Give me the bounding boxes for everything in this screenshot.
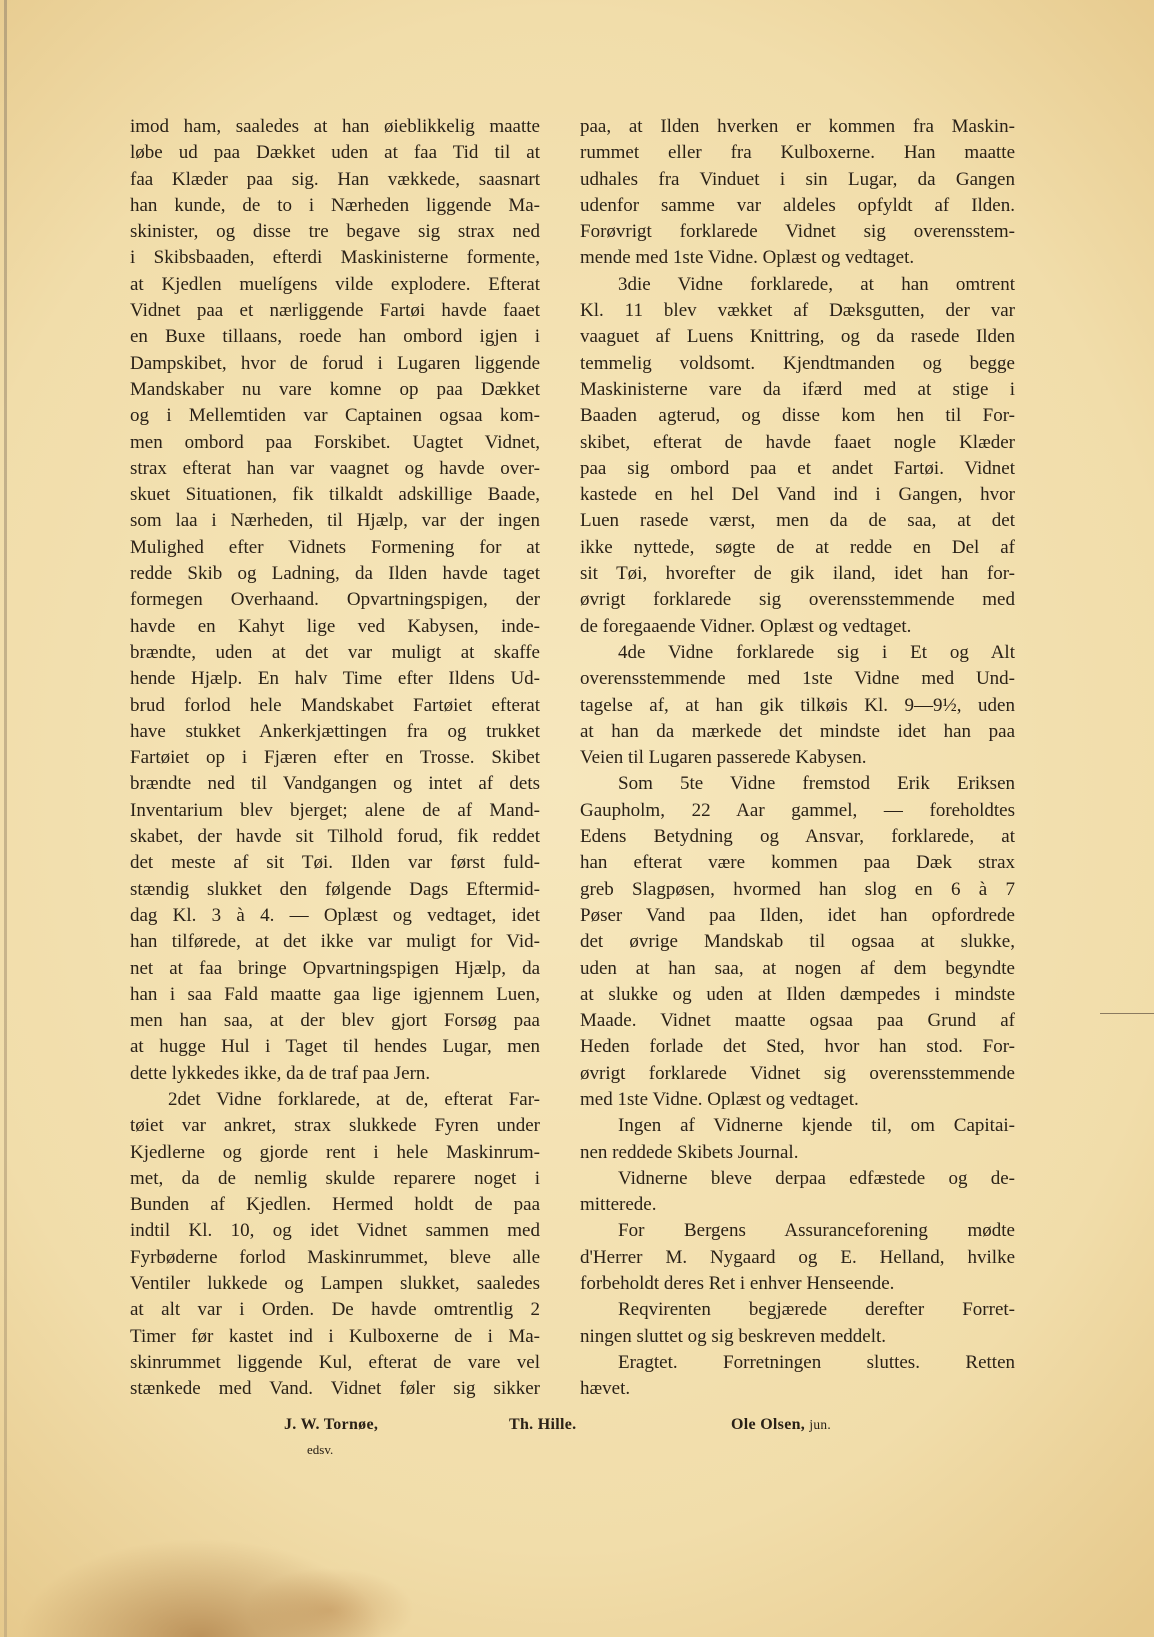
signature-hille: Th. Hille. (509, 1416, 577, 1433)
text-line: Baaden agterud, og disse kom hen til For- (580, 405, 1015, 427)
text-line: Timer før kastet ind i Kulboxerne de i Ma- (130, 1325, 540, 1347)
text-line: han efterat være kommen paa Dæk strax (580, 852, 1015, 874)
text-line: have stukket Ankerkjættingen fra og trukket (130, 720, 540, 742)
text-line: Mulighed efter Vidnets Formening for at (130, 536, 540, 558)
paragraph (580, 1218, 1015, 1297)
text-line: Reqvirenten begjærede derefter Forret- (618, 1299, 1015, 1321)
text-line: udenfor samme var aldeles opfyldt af Ilden. (580, 194, 1015, 216)
text-line: brud forlod hele Mandskabet Fartøiet efterat (130, 694, 540, 716)
paragraph (130, 1087, 540, 1403)
text-line: mitterede. (580, 1194, 657, 1216)
text-line: at Kjedlen muelígens vilde explodere. Efterat (130, 273, 540, 295)
text-line: uden at han saa, at nogen af dem begyndte (580, 957, 1015, 979)
text-line: at alt var i Orden. De havde omtrentlig 2 (130, 1299, 540, 1321)
text-line: og i Mellemtiden var Captainen ogsaa kom- (130, 405, 540, 427)
text-line: ningen sluttet og sig beskreven meddelt. (580, 1325, 887, 1347)
text-line: skabet, der havde sit Tilhold forud, fik reddet (130, 826, 540, 848)
text-line: sit Tøi, hvorefter de gik iland, idet han for- (580, 563, 1015, 585)
text-line: dette lykkedes ikke, da de traf paa Jern. (130, 1062, 431, 1084)
signature-olsen-suffix: jun. (809, 1417, 831, 1432)
text-line: Dampskibet, hvor de forud i Lugaren liggende (130, 352, 540, 374)
text-line: Vidnet paa et nærliggende Fartøi havde faaet (130, 300, 540, 322)
text-line: met, da de nemlig skulde reparere noget i (130, 1167, 540, 1189)
text-line: Kjedlerne og gjorde rent i hele Maskinrum- (130, 1141, 540, 1163)
paragraph (580, 1166, 1015, 1219)
text-line: 4de Vidne forklarede sig i Et og Alt (618, 641, 1015, 663)
text-line: dag Kl. 3 à 4. — Oplæst og vedtaget, idet (130, 904, 540, 926)
paragraph (580, 640, 1015, 771)
text-line: at slukke og uden at Ilden dæmpedes i mindste (580, 983, 1015, 1005)
text-line: Bunden af Kjedlen. Hermed holdt de paa (130, 1194, 540, 1216)
text-line: Vidnerne bleve derpaa edfæstede og de- (618, 1167, 1015, 1189)
left-column (130, 114, 540, 1403)
text-line: d'Herrer M. Nygaard og E. Helland, hvilke (580, 1246, 1015, 1268)
text-line: stænkede med Vand. Vidnet føler sig sikker (130, 1378, 540, 1400)
paragraph (580, 1113, 1015, 1166)
text-line: en Buxe tillaans, roede han ombord igjen i (130, 326, 540, 348)
text-line: indtil Kl. 10, og idet Vidnet sammen med (130, 1220, 540, 1242)
text-line: Maskinisterne vare da ifærd med at stige i (580, 378, 1015, 400)
signature-note-edsv: edsv. (307, 1442, 334, 1457)
text-line: ikke nyttede, søgte de at redde en Del af (580, 536, 1015, 558)
text-line: Edens Betydning og Ansvar, forklarede, at (580, 826, 1015, 848)
text-line: det meste af sit Tøi. Ilden var først fuld- (130, 852, 540, 874)
text-line: Heden forlade det Sted, hvor han stod. For- (580, 1036, 1015, 1058)
page-edge-shadow (4, 0, 7, 1637)
text-line: stændig slukket den følgende Dags Eftermid- (130, 878, 540, 900)
text-line: net at faa bringe Opvartningspigen Hjælp, da (130, 957, 540, 979)
text-line: Maade. Vidnet maatte ogsaa paa Grund af (580, 1010, 1015, 1032)
text-line: Pøser Vand paa Ilden, idet han opfordrede (580, 904, 1015, 926)
text-line: skibet, efterat de havde faaet nogle Klæder (580, 431, 1015, 453)
text-line: som laa i Nærheden, til Hjælp, var der ingen (130, 510, 540, 532)
text-line: Som 5te Vidne fremstod Erik Eriksen (618, 773, 1015, 795)
text-line: i Skibsbaaden, efterdi Maskinisterne formente, (130, 247, 540, 269)
text-line: nen reddede Skibets Journal. (580, 1141, 799, 1163)
text-line: brændte, uden at det var muligt at skaffe (130, 641, 540, 663)
text-line: løbe ud paa Dækket uden at faa Tid til at (130, 142, 540, 164)
text-line: Eragtet. Forretningen sluttes. Retten (618, 1351, 1015, 1373)
text-line: hævet. (580, 1378, 631, 1400)
text-line: skuet Situationen, fik tilkaldt adskillige Baade, (130, 484, 540, 506)
text-line: imod ham, saaledes at han øieblikkelig maatte (130, 116, 540, 137)
text-line: hende Hjælp. En halv Time efter Ildens Ud- (130, 668, 540, 690)
text-line: kastede en hel Del Vand ind i Gangen, hvor (580, 484, 1015, 506)
paragraph (130, 114, 540, 1087)
text-line: 3die Vidne forklarede, at han omtrent (618, 273, 1015, 295)
signature-olsen-name: Ole Olsen, (731, 1416, 806, 1433)
text-line: redde Skib og Ladning, da Ilden havde taget (130, 563, 540, 585)
text-line: at hugge Hul i Taget til hendes Lugar, men (130, 1036, 540, 1058)
text-line: Inventarium blev bjerget; alene de af Mand- (130, 799, 540, 821)
text-line: skinister, og disse tre begave sig strax ned (130, 221, 540, 243)
text-line: rummet eller fra Kulboxerne. Han maatte (580, 142, 1015, 164)
text-line: øvrigt forklarede Vidnet sig overensstemmende (580, 1062, 1015, 1084)
margin-mark (1100, 1013, 1154, 1014)
text-line: øvrigt forklarede sig overensstemmende med (580, 589, 1015, 611)
text-line: han kunde, de to i Nærheden liggende Ma- (130, 194, 540, 216)
text-line: med 1ste Vidne. Oplæst og vedtaget. (580, 1088, 859, 1110)
paragraph (580, 771, 1015, 1113)
text-line: skinrummet liggende Kul, efterat de vare vel (130, 1351, 540, 1373)
text-line: greb Slagpøsen, hvormed han slog en 6 à 7 (580, 878, 1015, 900)
text-line: strax efterat han var vaagnet og havde over- (130, 457, 540, 479)
text-line: udhales fra Vinduet i sin Lugar, da Gangen (580, 168, 1015, 190)
signature-tornoe: J. W. Tornøe, (284, 1416, 379, 1433)
text-line: Luen rasede værst, men da de saa, at det (580, 510, 1015, 532)
text-line: de foregaaende Vidner. Oplæst og vedtaget. (580, 615, 912, 637)
text-line: men ombord paa Forskibet. Uagtet Vidnet, (130, 431, 540, 453)
text-line: paa, at Ilden hverken er kommen fra Maskin- (580, 116, 1015, 137)
text-line: Kl. 11 blev vækket af Dæksgutten, der var (580, 300, 1015, 322)
text-line: at han da mærkede det mindste idet han paa (580, 720, 1015, 742)
paragraph (580, 114, 1015, 272)
text-line: tagelse af, at han gik tilkøis Kl. 9—9½, uden (580, 694, 1015, 716)
text-line: formegen Overhaand. Opvartningspigen, der (130, 589, 540, 611)
text-line: Fartøiet op i Fjæren efter en Trosse. Skibet (130, 747, 540, 769)
text-line: For Bergens Assuranceforening mødte (618, 1220, 1015, 1242)
paragraph (580, 1297, 1015, 1350)
text-line: brændte ned til Vandgangen og intet af dets (130, 773, 540, 795)
text-line: Fyrbøderne forlod Maskinrummet, bleve alle (130, 1246, 540, 1268)
signature-olsen (731, 1416, 831, 1434)
text-line: mende med 1ste Vidne. Oplæst og vedtaget. (580, 247, 915, 269)
text-line: temmelig voldsomt. Kjendtmanden og begge (580, 352, 1015, 374)
text-line: han tilførede, at det ikke var muligt for Vid- (130, 931, 540, 953)
text-line: forbeholdt deres Ret i enhver Henseende. (580, 1273, 895, 1295)
text-line: faa Klæder paa sig. Han vækkede, saasnart (130, 168, 540, 190)
text-line: vaaguet af Luens Knittring, og da rasede Ilden (580, 326, 1015, 348)
right-column (580, 114, 1015, 1403)
text-line: Mandskaber nu vare komne op paa Dækket (130, 378, 540, 400)
text-line: paa sig ombord paa et andet Fartøi. Vidnet (580, 457, 1015, 479)
text-line: overensstemmende med 1ste Vidne med Und- (580, 668, 1015, 690)
paragraph (580, 1350, 1015, 1403)
text-line: tøiet var ankret, strax slukkede Fyren under (130, 1115, 540, 1137)
text-line: det øvrige Mandskab til ogsaa at slukke, (580, 931, 1015, 953)
text-line: 2det Vidne forklarede, at de, efterat Far- (168, 1088, 540, 1110)
text-line: Ingen af Vidnerne kjende til, om Capitai- (618, 1115, 1015, 1137)
text-line: han i saa Fald maatte gaa lige igjennem Luen, (130, 983, 540, 1005)
text-line: Forøvrigt forklarede Vidnet sig overensstem- (580, 221, 1015, 243)
text-line: Ventiler lukkede og Lampen slukket, saaledes (130, 1273, 540, 1295)
text-line: Gaupholm, 22 Aar gammel, — foreholdtes (580, 799, 1015, 821)
text-line: havde en Kahyt lige ved Kabysen, inde- (130, 615, 540, 637)
text-line: men han saa, at der blev gjort Forsøg paa (130, 1010, 540, 1032)
text-line: Veien til Lugaren passerede Kabysen. (580, 747, 867, 769)
paragraph (580, 272, 1015, 640)
